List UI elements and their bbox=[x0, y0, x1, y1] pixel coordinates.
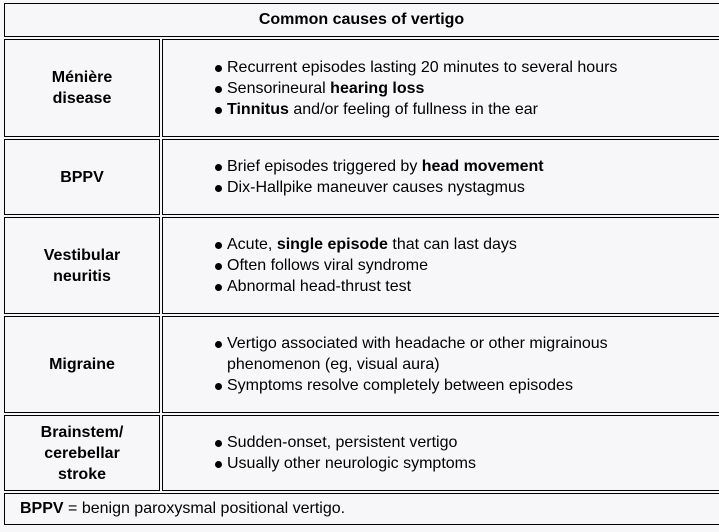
symptom-list bbox=[163, 234, 517, 297]
list-item: Sudden-onset, persistent vertigo bbox=[215, 432, 476, 453]
row-content-meniere bbox=[162, 39, 719, 137]
row-label-meniere bbox=[4, 39, 160, 137]
table-footnote bbox=[4, 493, 719, 525]
label-line: Vestibular bbox=[43, 246, 121, 264]
list-item: Symptoms resolve completely between episodes bbox=[215, 375, 647, 396]
table-title-text: Common causes of vertigo bbox=[258, 11, 465, 28]
label-line: neuritis bbox=[53, 267, 111, 285]
row-content-migraine bbox=[162, 316, 719, 413]
row-content-stroke bbox=[162, 415, 719, 491]
list-item: Brief episodes triggered by head movement bbox=[215, 156, 544, 177]
row-content-vestibular-neuritis bbox=[162, 217, 719, 314]
table-title bbox=[4, 3, 719, 37]
list-item: Sensorineural hearing loss bbox=[215, 78, 617, 99]
list-item: Usually other neurologic symptoms bbox=[215, 453, 476, 474]
list-item: Recurrent episodes lasting 20 minutes to several hours bbox=[215, 57, 617, 78]
footnote-definition: = benign paroxysmal positional vertigo. bbox=[63, 500, 346, 517]
list-item: Often follows viral syndrome bbox=[215, 255, 517, 276]
list-item: Vertigo associated with headache or other migrainous phenomenon (eg, visual aura) bbox=[215, 333, 647, 375]
row-label-vestibular-neuritis bbox=[4, 217, 160, 314]
list-item: Tinnitus and/or feeling of fullness in the ear bbox=[215, 99, 617, 120]
label-line: Brainstem/ bbox=[40, 423, 124, 441]
row-label-migraine bbox=[4, 316, 160, 413]
label-line: disease bbox=[52, 90, 112, 107]
symptom-list bbox=[163, 57, 617, 120]
label-line: cerebellar bbox=[44, 444, 120, 462]
label-line: Migraine bbox=[49, 356, 115, 373]
symptom-list bbox=[163, 432, 476, 474]
row-content-bppv bbox=[162, 139, 719, 215]
footnote-abbreviation: BPPV bbox=[20, 500, 64, 517]
list-item: Acute, single episode that can last days bbox=[215, 234, 517, 255]
symptom-list bbox=[163, 156, 544, 198]
symptom-list bbox=[163, 333, 647, 396]
label-line: stroke bbox=[57, 465, 106, 483]
label-line: Ménière bbox=[51, 69, 113, 86]
list-item: Dix-Hallpike maneuver causes nystagmus bbox=[215, 177, 544, 198]
row-label-stroke bbox=[4, 415, 160, 491]
list-item: Abnormal head-thrust test bbox=[215, 276, 517, 297]
label-line: BPPV bbox=[60, 168, 104, 186]
row-label-bppv bbox=[4, 139, 160, 215]
